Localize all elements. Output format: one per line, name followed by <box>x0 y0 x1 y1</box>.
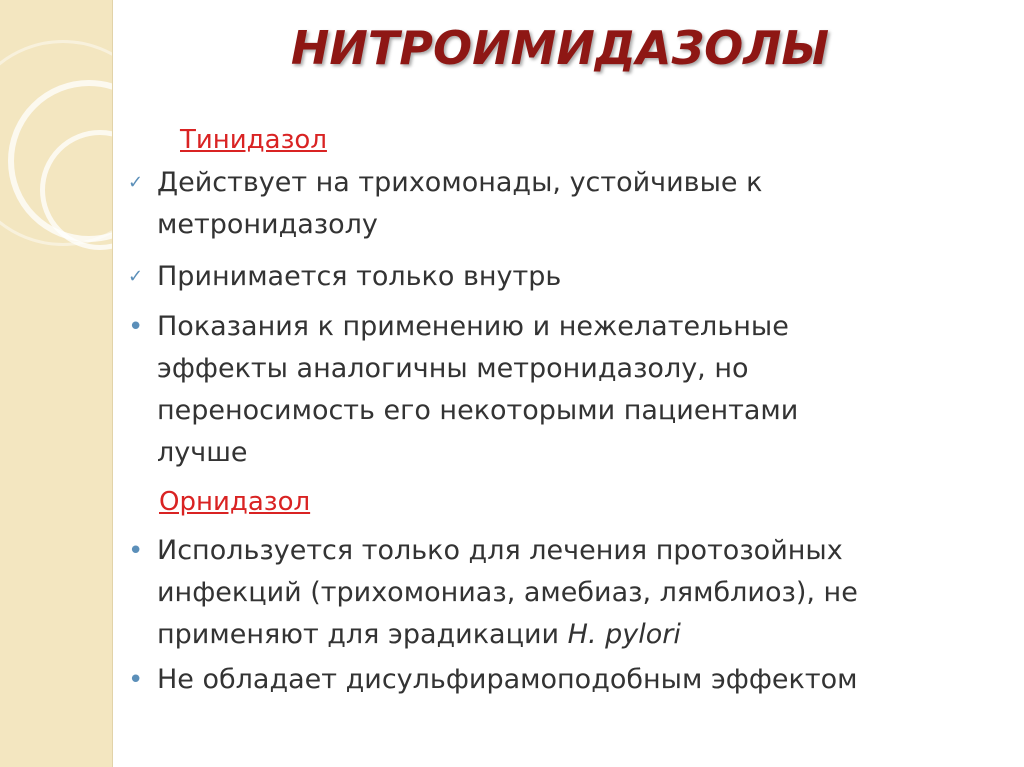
list-item <box>157 530 957 656</box>
bullet-icon: • <box>128 665 144 695</box>
list-item-text: Используется только для лечения протозойных инфекций (трихомониаз, амебиаз, лямблиоз), не применяют для эрадикации <box>157 535 858 650</box>
list-item: Принимается только внутрь <box>157 261 562 292</box>
slide-title: НИТРОИМИДАЗОЛЫ <box>290 21 830 75</box>
decorative-sidebar <box>0 0 113 767</box>
check-icon: ✓ <box>128 172 144 193</box>
section-heading-ornidazole: Орнидазол <box>159 487 311 517</box>
bullet-icon: • <box>128 312 144 342</box>
bullet-icon: • <box>128 536 144 566</box>
section-heading-tinidazole: Тинидазол <box>180 125 327 155</box>
list-item: Не обладает дисульфирамоподобным эффектом <box>157 664 858 695</box>
list-item-italic-term: H. pylori <box>567 619 681 650</box>
check-icon: ✓ <box>128 266 144 287</box>
list-item: Показания к применению и нежелательные эффекты аналогичны метронидазолу, но переносимость его некоторыми пациентами лучше <box>157 311 799 468</box>
list-item: Действует на трихомонады, устойчивые к метронидазолу <box>157 167 763 240</box>
